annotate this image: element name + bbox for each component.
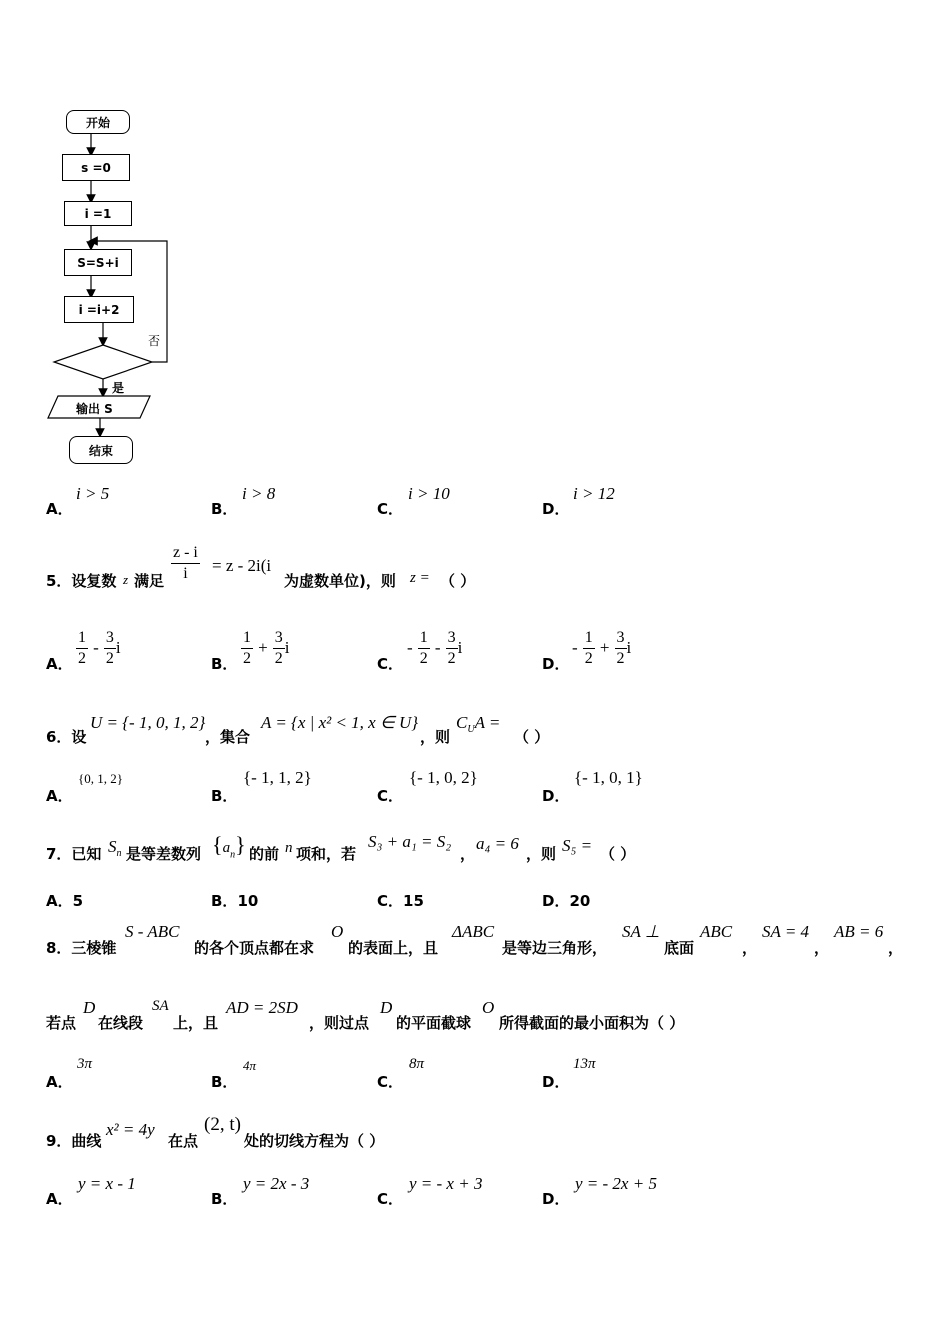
q7-comma: ， <box>460 845 476 863</box>
q5-ask: z = <box>410 570 430 586</box>
q4-option-c: i > 10 <box>408 484 450 503</box>
q9-option-c: y = - x + 3 <box>409 1174 483 1193</box>
q8-ad: AD = 2SD <box>226 998 298 1017</box>
q8-perp: SA ⊥ <box>622 922 660 941</box>
q9-option-b: y = 2x - 3 <box>243 1174 310 1193</box>
q8-mid3: 是等边三角形， <box>502 939 608 957</box>
q4-option-a: i > 5 <box>76 484 110 503</box>
q8-option-c-label: C． <box>377 1073 404 1091</box>
q5-var-z: z <box>123 572 129 587</box>
q8-sa: SA = 4 <box>762 922 810 941</box>
start-terminal: 开始 <box>66 110 130 134</box>
q5-prefix: 5．设复数 <box>46 572 117 590</box>
q8-ab: AB = 6 <box>834 922 884 941</box>
q7-ask: S₅ = <box>562 836 593 855</box>
q9-option-d-label: D． <box>542 1190 570 1208</box>
q7-cond2: a₄ = 6 <box>476 834 519 853</box>
q8-option-d: 13π <box>573 1056 596 1072</box>
yes-label: 是 <box>112 381 125 395</box>
q6-then: ，则 <box>420 728 451 746</box>
decision-diamond <box>54 345 152 379</box>
q9-suffix: 处的切线方程为（ ） <box>244 1132 385 1150</box>
q9-option-c-label: C． <box>377 1190 404 1208</box>
q4-option-d: i > 12 <box>573 484 615 503</box>
output-label: 输出 S <box>76 402 113 416</box>
q7-option-b: B．10 <box>211 892 259 910</box>
q5-option-a: $\frac{1}{2}$ - $\frac{3}{2}$ i <box>78 629 121 667</box>
q5-rhs: = z - 2i(i <box>212 556 272 575</box>
q5-suffix: 为虚数单位)，则 <box>284 572 396 590</box>
q5-frac-num: z - i <box>171 543 200 564</box>
update-s-box: S=S+i <box>64 249 132 276</box>
q8-d2: D <box>380 998 393 1017</box>
update-i-box: i =i+2 <box>64 296 134 323</box>
q6-paren: （ ） <box>514 728 550 746</box>
q8-l2-mid4: 的平面截球 <box>396 1014 472 1032</box>
q9-option-a-label: A． <box>46 1190 73 1208</box>
q6-option-c-label: C． <box>377 787 404 805</box>
q8-option-d-label: D． <box>542 1073 570 1091</box>
q8-option-b: 4π <box>243 1058 257 1073</box>
q8-l2-mid3: ，则过点 <box>309 1014 370 1032</box>
init-s-box: s =0 <box>62 154 130 181</box>
q6-option-b-label: B． <box>211 787 238 805</box>
q8-mid1: 的各个顶点都在求 <box>194 939 315 957</box>
q7-option-d: D．20 <box>542 892 591 910</box>
no-label: 否 <box>148 334 161 348</box>
q8-c2: ， <box>814 939 830 957</box>
q7-mid2: 的前 <box>249 845 280 863</box>
q6-a-set: A = {x | x² < 1, x ∈ U} <box>261 713 419 732</box>
q7-option-c: C．15 <box>377 892 424 910</box>
q5-option-b: $\frac{1}{2}$ + $\frac{3}{2}$ i <box>243 629 290 667</box>
q8-sa-seg: SA <box>152 998 169 1014</box>
q6-u-set: U = {- 1, 0, 1, 2} <box>90 713 206 732</box>
q4-option-c-label: C． <box>377 500 404 518</box>
q4-option-a-label: A． <box>46 500 73 518</box>
q6-option-b: {- 1, 1, 2} <box>243 768 312 787</box>
q6-option-a-label: A． <box>46 787 73 805</box>
q9-mid: 在点 <box>168 1132 199 1150</box>
q8-pyramid: S - ABC <box>125 922 180 941</box>
q8-d: D <box>83 998 96 1017</box>
q6-option-d-label: D． <box>542 787 570 805</box>
q8-option-b-label: B． <box>211 1073 238 1091</box>
q8-tri: ΔABC <box>452 922 495 941</box>
q8-o2: O <box>482 998 495 1017</box>
q6-option-c: {- 1, 0, 2} <box>409 768 478 787</box>
q8-option-a-label: A． <box>46 1073 73 1091</box>
q5-option-d: - $\frac{1}{2}$ + $\frac{3}{2}$ i <box>572 629 632 667</box>
q6-option-d: {- 1, 0, 1} <box>574 768 643 787</box>
q8-l2-mid2: 上，且 <box>173 1014 219 1032</box>
end-terminal: 结束 <box>69 436 133 464</box>
q7-mid1: 是等差数列 <box>126 845 202 863</box>
q5-paren: （ ） <box>440 572 476 590</box>
q8-line2-prefix: 若点 <box>46 1014 77 1032</box>
q8-option-a: 3π <box>77 1056 93 1072</box>
q8-base: ABC <box>700 922 733 941</box>
q6-complement: $C_UA$ = <box>456 713 501 736</box>
q8-option-c: 8π <box>409 1056 425 1072</box>
q8-o: O <box>331 922 344 941</box>
q9-option-d: y = - 2x + 5 <box>575 1174 657 1193</box>
q7-sn: $S_n$ <box>108 837 122 860</box>
q5-option-c: - $\frac{1}{2}$ - $\frac{3}{2}$ i <box>407 629 463 667</box>
q7-option-a: A．5 <box>46 892 84 910</box>
q7-mid3: 项和，若 <box>296 845 357 863</box>
q7-an: $\{a_n\}$ <box>212 832 246 861</box>
q9-curve: x² = 4y <box>106 1120 155 1139</box>
q8-l2-mid5: 所得截面的最小面积为（ ） <box>499 1014 685 1032</box>
q7-then: ，则 <box>526 845 557 863</box>
q5-option-a-label: A． <box>46 655 73 673</box>
q9-point: (2, t) <box>204 1114 241 1135</box>
q6-option-a: {0, 1, 2} <box>78 771 123 786</box>
q7-n: n <box>285 840 293 856</box>
q9-prefix: 9．曲线 <box>46 1132 102 1150</box>
q8-prefix: 8．三棱锥 <box>46 939 117 957</box>
q7-paren: （ ） <box>600 845 636 863</box>
q5-option-b-label: B． <box>211 655 238 673</box>
q4-option-d-label: D． <box>542 500 570 518</box>
q8-mid4: 底面 <box>664 939 695 957</box>
q5-mid: 满足 <box>134 572 165 590</box>
q4-option-b: i > 8 <box>242 484 276 503</box>
q5-option-d-label: D． <box>542 655 570 673</box>
q8-l2-mid1: 在线段 <box>98 1014 144 1032</box>
q5-option-c-label: C． <box>377 655 404 673</box>
q4-option-b-label: B． <box>211 500 238 518</box>
init-i-box: i =1 <box>64 201 132 226</box>
q5-frac-den: i <box>183 565 188 582</box>
q9-option-a: y = x - 1 <box>78 1174 136 1193</box>
q6-prefix: 6．设 <box>46 728 87 746</box>
q6-mid: ，集合 <box>205 728 251 746</box>
q7-cond1: S₃ + a₁ = S₂ <box>368 832 452 851</box>
q9-option-b-label: B． <box>211 1190 238 1208</box>
q7-prefix: 7．已知 <box>46 845 102 863</box>
q8-c3: ， <box>888 939 904 957</box>
q8-mid2: 的表面上，且 <box>348 939 439 957</box>
q5-fraction <box>171 543 200 584</box>
q8-c1: ， <box>742 939 758 957</box>
